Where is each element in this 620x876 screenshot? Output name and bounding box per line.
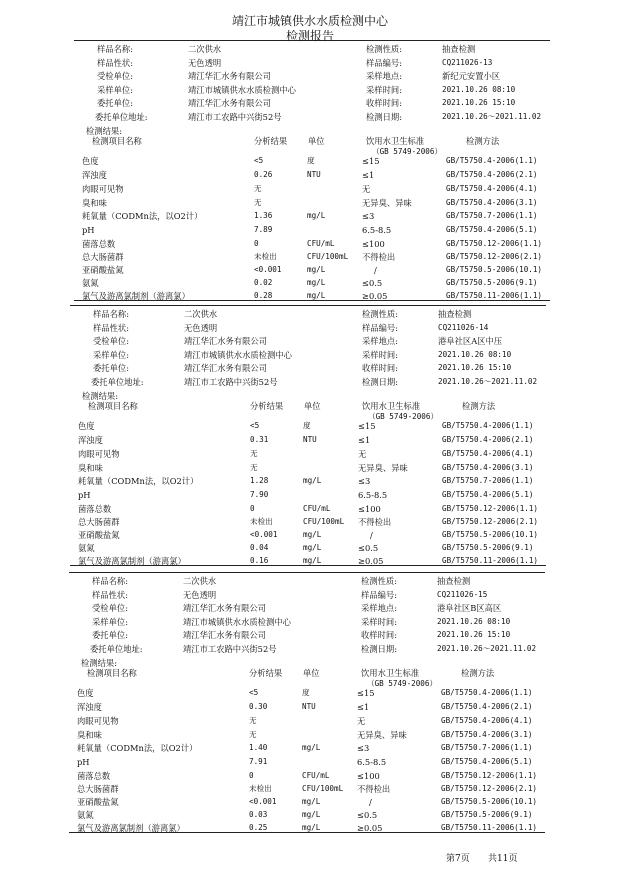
sample-name-label: 样品名称: [93,309,129,319]
row-standard: ≤100 [357,771,380,781]
row-result: 1.28 [250,476,269,485]
row-result: 未检出 [249,784,272,793]
row-method: GB/T5750.4-2006(3.1) [442,463,534,472]
row-item: 氨氮 [78,543,95,553]
row-standard: ≤1 [358,435,371,445]
entrust-unit-value: 靖江华汇水务有限公司 [184,363,267,373]
row-item: 耗氧量（CODMn法，以O2计） [78,476,199,486]
row-item: 浑浊度 [78,435,103,445]
test-nature-label: 检测性质: [366,44,402,54]
row-method: GB/T5750.11-2006(1.1) [441,823,538,832]
row-result: 7.90 [250,490,269,499]
sample-nature-label: 样品性状: [97,57,133,68]
row-result: 无 [250,449,258,458]
sampling-unit-label: 采样单位: [97,84,133,95]
row-standard: / [369,797,372,807]
col-std-header: 饮用水卫生标准 [366,136,425,146]
sample-number-value: CQ211026-14 [438,322,489,332]
row-result: 0.26 [254,170,273,179]
entrust-address-label: 委托单位地址: [91,376,144,387]
sampling-site-label: 采样地点: [361,603,397,613]
row-standard: 不得检出 [358,517,392,527]
row-result: 0.25 [249,823,268,832]
entrust-address-value: 靖江市工农路中兴街52号 [184,376,278,387]
row-result: <0.001 [249,797,277,806]
row-method: GB/T5750.5-2006(9.1) [441,810,533,819]
row-unit: mg/L [303,476,322,485]
row-method: GB/T5750.12-2006(2.1) [446,252,543,261]
row-method: GB/T5750.7-2006(1.1) [446,211,538,220]
col-result-header: 分析结果 [249,668,283,678]
row-unit: CFU/100mL [303,517,345,526]
block-bottom-rule [74,300,550,301]
test-date-value: 2021.10.26～2021.11.02 [438,376,538,386]
row-result: 未检出 [250,517,273,526]
row-standard: ≤3 [358,476,371,486]
col-unit-header: 单位 [308,136,325,146]
test-date-label: 检测日期: [366,111,402,122]
row-method: GB/T5750.11-2006(1.1) [446,291,543,300]
row-result: <0.001 [254,265,282,274]
row-standard: ≤15 [362,156,380,166]
sampling-site-value: 港阜社区B区高区 [437,603,502,613]
sampling-unit-value: 靖江市城镇供水水质检测中心 [184,349,292,360]
row-standard: ≥0.05 [358,556,384,566]
col-item-header: 检测项目名称 [87,668,137,678]
row-standard: ≤100 [362,239,385,249]
row-method: GB/T5750.12-2006(2.1) [441,784,538,793]
row-unit: CFU/mL [302,771,330,780]
receive-time-value: 2021.10.26 15:10 [442,98,516,107]
row-unit: CFU/100mL [302,784,344,793]
row-unit: mg/L [307,211,326,220]
client-unit-label: 受检单位: [97,71,133,81]
row-item: 总大肠菌群 [82,252,124,262]
sample-number-value: CQ211026-13 [442,57,493,67]
row-result: <0.001 [250,530,278,539]
row-method: GB/T5750.4-2006(2.1) [442,435,534,444]
row-method: GB/T5750.4-2006(3.1) [446,198,538,207]
sample-name-value: 二次供水 [183,576,217,586]
sample-nature-value: 无色透明 [188,57,222,68]
row-result: 0.16 [250,556,269,565]
sampling-time-label: 采样时间: [362,349,398,360]
row-standard: / [374,265,377,275]
row-method: GB/T5750.4-2006(1.1) [441,688,533,697]
row-standard: 无异臭、异味 [362,198,412,208]
row-item: 总大肠菌群 [77,784,119,794]
client-unit-label: 受检单位: [93,336,129,346]
row-standard: ≤1 [362,170,375,180]
sample-nature-label: 样品性状: [93,322,129,333]
col-std-ref: （GB 5749-2006） [367,679,438,688]
row-method: GB/T5750.4-2006(4.1) [446,184,538,193]
row-unit: mg/L [303,556,322,565]
row-standard: 6.5-8.5 [362,225,392,235]
row-result: 无 [254,184,262,193]
row-item: 臭和味 [77,730,102,740]
row-item: 菌落总数 [78,504,112,514]
client-unit-value: 靖江华汇水务有限公司 [188,71,271,81]
row-method: GB/T5750.12-2006(1.1) [442,504,539,513]
row-standard: 6.5-8.5 [358,490,388,500]
report-title-org: 靖江市城镇供水水质检测中心 [231,14,388,28]
test-date-label: 检测日期: [361,643,397,654]
row-method: GB/T5750.11-2006(1.1) [442,556,539,565]
row-method: GB/T5750.12-2006(2.1) [442,517,539,526]
row-unit: mg/L [303,530,322,539]
sampling-site-value: 港阜社区A区中压 [438,336,503,346]
row-standard: 6.5-8.5 [357,757,387,767]
row-item: pH [77,757,90,767]
row-unit: 度 [307,156,315,165]
sample-nature-value: 无色透明 [183,589,217,600]
row-result: 0.02 [254,278,273,287]
row-result: 7.91 [249,757,268,766]
sample-name-value: 二次供水 [184,309,218,319]
row-item: 色度 [77,688,94,698]
sample-nature-label: 样品性状: [92,589,128,600]
row-unit: 度 [303,421,311,430]
row-standard: ≤0.5 [357,810,378,820]
row-standard: ≥0.05 [357,823,383,833]
row-method: GB/T5750.12-2006(1.1) [441,771,538,780]
sample-number-label: 样品编号: [366,57,402,68]
sampling-site-label: 采样地点: [366,71,402,81]
row-method: GB/T5750.7-2006(1.1) [441,743,533,752]
row-unit: mg/L [307,278,326,287]
entrust-unit-value: 靖江华汇水务有限公司 [183,630,266,640]
client-unit-label: 受检单位: [92,603,128,613]
row-unit: CFU/mL [307,239,335,248]
row-method: GB/T5750.5-2006(10.1) [442,530,539,539]
row-item: pH [82,225,95,235]
row-result: 0 [249,771,254,780]
sampling-time-value: 2021.10.26 08:10 [438,349,512,359]
sampling-unit-label: 采样单位: [93,349,129,360]
row-item: 氨氮 [77,810,94,820]
row-item: 菌落总数 [82,239,116,249]
row-item: 肉眼可见物 [82,184,124,194]
entrust-unit-value: 靖江华汇水务有限公司 [188,98,271,108]
receive-time-value: 2021.10.26 15:10 [437,630,511,639]
sampling-unit-value: 靖江市城镇供水水质检测中心 [183,616,291,627]
row-item: pH [78,490,91,500]
sampling-unit-value: 靖江市城镇供水水质检测中心 [188,84,296,95]
client-unit-value: 靖江华汇水务有限公司 [183,603,266,613]
results-label: 检测结果: [81,658,117,668]
row-method: GB/T5750.5-2006(9.1) [446,278,538,287]
col-std-header: 饮用水卫生标准 [362,401,421,411]
test-date-label: 检测日期: [362,376,398,387]
col-std-ref: （GB 5749-2006） [368,412,439,421]
row-unit: CFU/mL [303,504,331,513]
row-standard: 无异臭、异味 [357,730,407,740]
row-item: 臭和味 [82,198,107,208]
row-method: GB/T5750.5-2006(9.1) [442,543,534,552]
report-title: 检测报告 [285,29,334,43]
row-unit: mg/L [302,810,321,819]
block-divider [70,305,546,306]
row-result: 未检出 [254,252,277,261]
row-item: 耗氧量（CODMn法，以O2计） [82,211,203,221]
row-result: 0 [254,239,259,248]
sample-number-label: 样品编号: [361,589,397,600]
col-item-header: 检测项目名称 [88,401,138,411]
row-unit: 度 [302,688,310,697]
row-standard: ≤0.5 [358,543,379,553]
row-unit: mg/L [307,265,326,274]
row-method: GB/T5750.5-2006(10.1) [446,265,543,274]
row-standard: / [370,530,373,540]
page-total: 共11页 [488,854,518,864]
row-item: 色度 [78,421,95,431]
row-standard: 无 [358,449,367,459]
sampling-time-value: 2021.10.26 08:10 [437,616,511,626]
row-result: 0.04 [250,543,269,552]
sample-name-value: 二次供水 [188,44,222,54]
row-result: 0.31 [250,435,269,444]
row-result: 无 [250,463,258,472]
entrust-unit-label: 委托单位: [97,98,133,108]
sampling-site-label: 采样地点: [362,336,398,346]
entrust-unit-label: 委托单位: [93,363,129,373]
row-unit: mg/L [307,291,326,300]
results-label: 检测结果: [82,391,118,401]
row-item: 色度 [82,156,99,166]
col-method-header: 检测方法 [462,401,496,411]
row-standard: ≤1 [357,702,370,712]
sample-name-label: 样品名称: [97,44,133,54]
row-item: 亚硝酸盐氮 [78,530,120,540]
row-method: GB/T5750.12-2006(1.1) [446,239,543,248]
row-method: GB/T5750.4-2006(4.1) [441,716,533,725]
col-result-header: 分析结果 [250,401,284,411]
row-standard: ≤15 [358,421,376,431]
row-method: GB/T5750.4-2006(5.1) [442,490,534,499]
row-item: 亚硝酸盐氮 [77,797,119,807]
row-result: <5 [250,421,260,430]
receive-time-value: 2021.10.26 15:10 [438,363,512,372]
entrust-address-label: 委托单位地址: [95,111,148,122]
row-standard: 无 [362,184,371,194]
row-result: 7.89 [254,225,273,234]
row-unit: CFU/100mL [307,252,349,261]
row-method: GB/T5750.7-2006(1.1) [442,476,534,485]
row-method: GB/T5750.4-2006(5.1) [446,225,538,234]
row-item: 臭和味 [78,463,103,473]
entrust-address-value: 靖江市工农路中兴街52号 [188,111,282,122]
test-nature-value: 抽查检测 [437,576,471,586]
row-item: 浑浊度 [82,170,107,180]
row-method: GB/T5750.4-2006(3.1) [441,730,533,739]
row-standard: ≥0.05 [362,291,388,301]
row-method: GB/T5750.4-2006(4.1) [442,449,534,458]
sampling-site-value: 新纪元安置小区 [442,71,501,81]
row-item: 肉眼可见物 [77,716,119,726]
results-label: 检测结果: [86,126,122,136]
row-item: 氨氮 [82,278,99,288]
row-item: 耗氧量（CODMn法，以O2计） [77,743,198,753]
row-item: 氯气及游离氯制剂（游离氯） [78,556,186,566]
row-unit: NTU [307,170,321,179]
row-method: GB/T5750.4-2006(2.1) [446,170,538,179]
col-unit-header: 单位 [303,668,320,678]
row-unit: mg/L [303,543,322,552]
receive-time-label: 收样时间: [361,630,397,640]
row-method: GB/T5750.4-2006(5.1) [441,757,533,766]
col-unit-header: 单位 [304,401,321,411]
entrust-address-label: 委托单位地址: [90,643,143,654]
test-nature-value: 抽查检测 [438,309,472,319]
row-result: <5 [249,688,259,697]
col-std-ref: （GB 5749-2006） [372,147,443,156]
row-standard: ≤15 [357,688,375,698]
sample-number-label: 样品编号: [362,322,398,333]
row-result: <5 [254,156,264,165]
col-result-header: 分析结果 [254,136,288,146]
receive-time-label: 收样时间: [362,363,398,373]
test-nature-label: 检测性质: [361,576,397,586]
row-standard: 无 [357,716,366,726]
row-method: GB/T5750.4-2006(1.1) [442,421,534,430]
row-method: GB/T5750.4-2006(1.1) [446,156,538,165]
row-result: 1.40 [249,743,268,752]
entrust-unit-label: 委托单位: [92,630,128,640]
row-standard: 不得检出 [362,252,396,262]
page-number: 第7页 [446,854,470,864]
row-standard: 无异臭、异味 [358,463,408,473]
block-divider [69,572,545,573]
test-nature-label: 检测性质: [362,309,398,319]
row-unit: mg/L [302,743,321,752]
row-item: 氯气及游离氯制剂（游离氯） [82,291,190,301]
client-unit-value: 靖江华汇水务有限公司 [184,336,267,346]
row-result: 0 [250,504,255,513]
row-item: 菌落总数 [77,771,111,781]
row-result: 无 [254,198,262,207]
row-result: 0.28 [254,291,273,300]
row-item: 浑浊度 [77,702,102,712]
block-bottom-rule [70,565,546,566]
entrust-address-value: 靖江市工农路中兴街52号 [183,643,277,654]
test-date-value: 2021.10.26～2021.11.02 [442,111,542,121]
row-unit: mg/L [302,823,321,832]
sampling-unit-label: 采样单位: [92,616,128,627]
row-item: 亚硝酸盐氮 [82,265,124,275]
block-divider [74,40,550,41]
row-method: GB/T5750.5-2006(10.1) [441,797,538,806]
row-unit: NTU [302,702,316,711]
sampling-time-value: 2021.10.26 08:10 [442,84,516,94]
row-unit: mg/L [302,797,321,806]
sample-nature-value: 无色透明 [184,322,218,333]
block-bottom-rule [69,832,545,833]
test-date-value: 2021.10.26～2021.11.02 [437,643,537,653]
col-std-header: 饮用水卫生标准 [361,668,420,678]
row-standard: ≤3 [357,743,370,753]
row-standard: ≤3 [362,211,375,221]
row-result: 1.36 [254,211,273,220]
row-standard: ≤0.5 [362,278,383,288]
row-result: 0.03 [249,810,268,819]
row-standard: 不得检出 [357,784,391,794]
row-standard: ≤100 [358,504,381,514]
test-nature-value: 抽查检测 [442,44,476,54]
row-result: 0.30 [249,702,268,711]
row-item: 氯气及游离氯制剂（游离氯） [77,823,185,833]
sampling-time-label: 采样时间: [361,616,397,627]
row-item: 总大肠菌群 [78,517,120,527]
receive-time-label: 收样时间: [366,98,402,108]
col-method-header: 检测方法 [466,136,500,146]
row-result: 无 [249,730,257,739]
row-result: 无 [249,716,257,725]
row-method: GB/T5750.4-2006(2.1) [441,702,533,711]
col-item-header: 检测项目名称 [92,136,142,146]
col-method-header: 检测方法 [461,668,495,678]
row-unit: NTU [303,435,317,444]
sampling-time-label: 采样时间: [366,84,402,95]
sample-name-label: 样品名称: [92,576,128,586]
row-item: 肉眼可见物 [78,449,120,459]
sample-number-value: CQ211026-15 [437,589,488,599]
